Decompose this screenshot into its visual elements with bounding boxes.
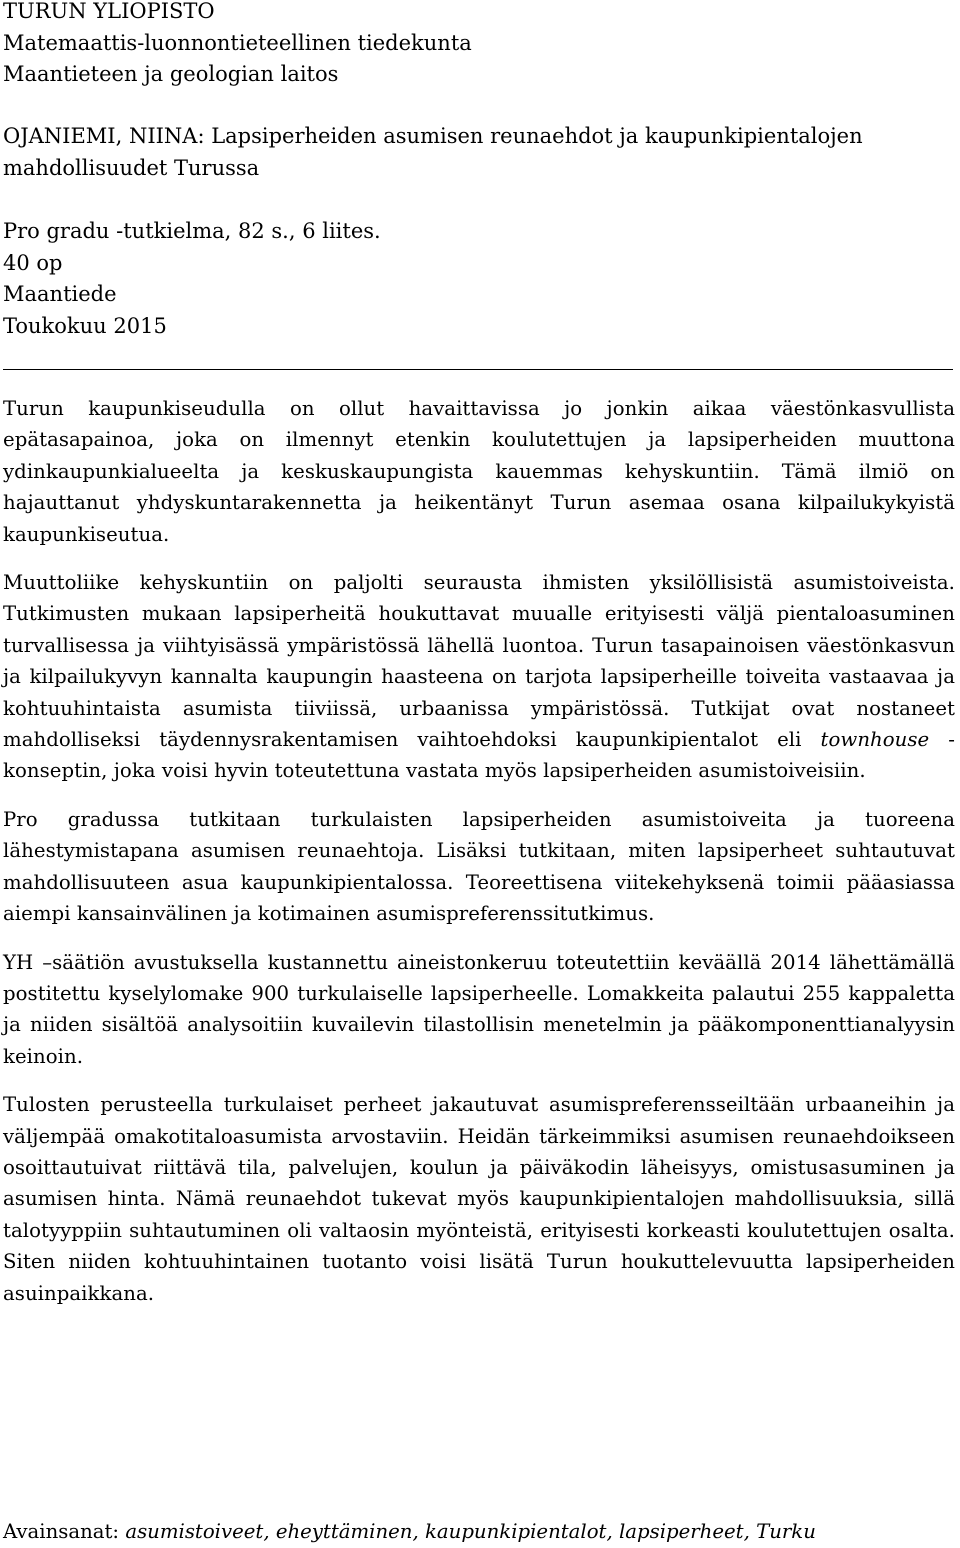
- thesis-subject: Maantiede: [3, 282, 117, 306]
- keywords-label: Avainsanat:: [3, 1520, 126, 1543]
- keywords: [3, 1516, 955, 1547]
- thesis-title-line-1: OJANIEMI, NIINA: Lapsiperheiden asumisen reunaehdot ja kaupunkipientalojen: [3, 124, 863, 148]
- thesis-credits: 40 op: [3, 250, 63, 275]
- abstract-paragraph-2-text-a: Muuttoliike kehyskuntiin on paljolti seurausta ihmisten yksilöllisistä asumistoiveista. Tutkimusten mukaan lapsiperheitä houkuttavat muualle erityisesti väljä pientaloasuminen turvallisessa ja viihtyisässä ympäristössä lähellä luontoa. Turun tasapainoisen väestönkasvun ja kilpailukyvyn kannalta kaupungin haasteena on tarjota lapsiperheille toiveita vastaavaa ja kohtuuhintaista asumista tiiviissä, urbaanissa ympäristössä. Tutkijat ovat nostaneet mahdolliseksi täydennysrakentamisen vaihtoehdoksi kaupunkipientalot eli: [3, 571, 955, 752]
- abstract-paragraph-4: YH –säätiön avustuksella kustannettu aineistonkeruu toteutettiin keväällä 2014 lähettämällä postitettu kyselylomake 900 turkulaiselle lapsiperheelle. Lomakkeita palautui 255 kappaletta ja niiden sisältöä analysoitiin kuvailevin tilastollisin menetelmin ja pääkomponenttianalyysin keinoin.: [3, 950, 955, 1068]
- thesis-date: Toukokuu 2015: [3, 313, 167, 338]
- horizontal-divider: [3, 369, 953, 370]
- thesis-title-line-2: mahdollisuudet Turussa: [3, 155, 260, 180]
- abstract-paragraph-5: Tulosten perusteella turkulaiset perheet jakautuvat asumispreferensseiltään urbaaneihin ja väljempää omakotitaloasumista arvostaviin. Heidän tärkeimmiksi asumisen reunaehdoikseen osoittautuivat riittävä tila, palvelujen, koulun ja päiväkodin läheisyys, omistusasuminen ja asumisen hinta. Nämä reunaehdot tukevat myös kaupunkipientalojen mahdollisuuksia, sillä talotyyppiin suhtautuminen oli valtaosin myönteistä, erityisesti korkeasti koulutettujen osalta. Siten niiden kohtuuhintainen tuotanto voisi lisätä Turun houkuttelevuutta lapsiperheiden asuinpaikkana.: [3, 1093, 955, 1305]
- thesis-type-pages: Pro gradu -tutkielma, 82 s., 6 liites.: [3, 219, 381, 243]
- abstract-paragraph-2-italic-term: townhouse: [820, 728, 930, 752]
- abstract-paragraph-3: Pro gradussa tutkitaan turkulaisten lapsiperheiden asumistoiveita ja tuoreena lähestymistapana asumisen reunaehtoja. Lisäksi tutkitaan, miten lapsiperheet suhtautuvat mahdollisuuteen asua kaupunkipientalossa. Teoreettisena viitekehyksenä toimii pääasiassa aiempi kansainvälinen ja kotimainen asumispreferenssitutkimus.: [3, 807, 955, 926]
- document-header: [3, 0, 953, 91]
- abstract-paragraph-2-text-b: -konseptin, joka voisi hyvin toteutettuna vastata myös lapsiperheiden asumistoiveisiin.: [3, 728, 956, 783]
- keywords-values: asumistoiveet, eheyttäminen, kaupunkipientalot, lapsiperheet, Turku: [125, 1520, 816, 1543]
- abstract-body: [3, 393, 955, 1309]
- thesis-meta: [3, 216, 953, 342]
- faculty-name: Matemaattis-luonnontieteellinen tiedekunta: [3, 30, 472, 55]
- abstract-paragraph-2: [3, 567, 955, 787]
- university-name: TURUN YLIOPISTO: [3, 0, 215, 23]
- abstract-paragraph-1: Turun kaupunkiseudulla on ollut havaittavissa jo jonkin aikaa väestönkasvullista epätasapainoa, joka on ilmennyt etenkin koulutettujen ja lapsiperheiden muuttona ydinkaupunkialueelta ja keskuskaupungista kauemmas kehyskuntiin. Tämä ilmiö on hajauttanut yhdyskuntarakennetta ja heikentänyt Turun asemaa osana kilpailukykyistä kaupunkiseutua.: [3, 397, 955, 546]
- thesis-title: [3, 121, 953, 184]
- department-name: Maantieteen ja geologian laitos: [3, 62, 339, 86]
